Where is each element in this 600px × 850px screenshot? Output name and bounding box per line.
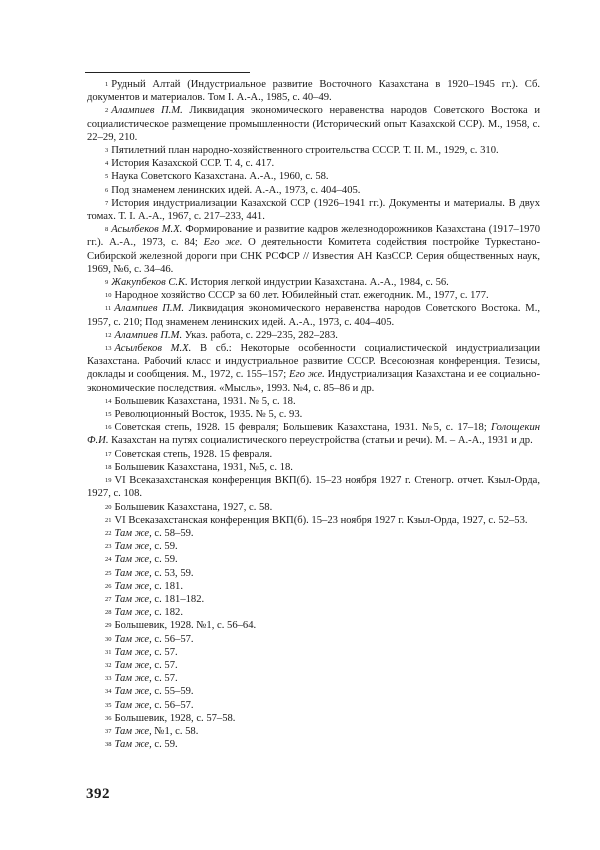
footnote-text: О деятельности Комитета содействия постройке Туркестано-Сибирской железной дороги при СНК РСФСР // Известия АН КазССР. Серия общественных наук, 1969, №6, с. 34–46. [87, 237, 540, 275]
footnote-number: 28 [105, 609, 112, 617]
footnote [87, 725, 540, 738]
footnote-text: Большевик, 1928, с. 57–58. [114, 712, 236, 724]
footnote-text: с. 59. [151, 554, 178, 566]
footnote-text-italic: Его же. [203, 237, 243, 249]
footnote-number: 10 [105, 292, 112, 300]
footnote [87, 619, 540, 632]
footnote-text: Большевик, 1928. №1, с. 56–64. [114, 620, 257, 632]
footnote [87, 633, 540, 646]
footnote-text-italic: Алампиев П.М. [111, 105, 183, 117]
footnote-text: с. 182. [151, 607, 183, 619]
footnote-number: 9 [105, 279, 109, 287]
footnote-text-italic: Асылбеков М.Х. [114, 343, 192, 355]
page-number: 392 [86, 786, 110, 802]
footnote-text: История легкой индустрии Казахстана. А.-А., 1984, с. 56. [187, 277, 449, 289]
footnote [87, 593, 540, 606]
footnote [87, 276, 540, 289]
footnote-text-italic: Там же, [114, 686, 152, 698]
footnote-text: с. 56–57. [151, 699, 194, 711]
footnote-text-italic: Алампиев П.М. [114, 329, 183, 341]
footnote-text: VI Всеказахстанская конференция ВКП(б). 15–23 ноября 1927 г. Стеногр. отчет. Кзыл-Орда, 1927, с. 108. [87, 475, 540, 500]
footnote-text: Большевик Казахстана, 1927, с. 58. [114, 501, 273, 513]
footnote [87, 448, 540, 461]
footnote-text-italic: Его же. [289, 369, 325, 381]
footnote-number: 36 [105, 714, 112, 722]
footnote [87, 567, 540, 580]
footnote [87, 342, 540, 395]
footnote-text: Ликвидация экономического неравенства народов Советского Востока. М., 1957, с. 210; Под знаменем ленинских идей. А.-А., 1973, с. 404–405. [87, 303, 541, 328]
footnote [87, 646, 540, 659]
footnote-number: 31 [105, 648, 112, 656]
footnote-text: с. 59. [151, 541, 178, 553]
footnote-number: 5 [105, 173, 109, 181]
footnote-number: 23 [105, 543, 112, 551]
footnote [87, 104, 540, 144]
footnote-text-italic: Там же, [114, 541, 152, 553]
footnote [87, 184, 540, 197]
footnote-number: 27 [105, 595, 112, 603]
footnote [87, 289, 540, 302]
footnote-number: 8 [105, 226, 109, 234]
footnote-number: 26 [105, 582, 112, 590]
footnote-text-italic: Там же, [114, 725, 152, 737]
footnote-number: 17 [105, 450, 112, 458]
footnote-text: В сб.: Некоторые особенности социалистической индустриализации Казахстана. Рабочий класс и индустриальное развитие СССР. Всесоюзная конференция. Тезисы, доклады и сообщения. М., 1972, с. 155–157; [87, 343, 540, 381]
footnote-text: Формирование и развитие кадров железнодорожников Казахстана (1917–1970 гг.). А.-А., 1973, с. 84; [87, 224, 541, 249]
footnote-text: Ликвидация экономического неравенства народов Советского Востока и социалистическое размещение промышленности (Исторический опыт Казахской ССР). М., 1958, с. 22–29, 210. [87, 105, 540, 143]
footnote-text: Рудный Алтай (Индустриальное развитие Восточного Казахстана в 1920–1945 гг.). Сб. документов и материалов. Том I. А.-А., 1985, с. 40–49. [87, 79, 540, 104]
footnote-number: 37 [105, 727, 112, 735]
footnote-text-italic: Там же, [114, 699, 152, 711]
footnote-number: 13 [105, 345, 112, 353]
footnote-text: Пятилетний план народно-хозяйственного строительства СССР. Т. II. М., 1929, с. 310. [111, 145, 499, 157]
footnote-number: 21 [105, 516, 112, 524]
footnote-number: 24 [105, 556, 112, 564]
footnote [87, 461, 540, 474]
footnote-number: 32 [105, 661, 112, 669]
footnote-text-italic: Там же, [114, 659, 152, 671]
footnote-text: Народное хозяйство СССР за 60 лет. Юбилейный стат. ежегодник. М., 1977, с. 177. [114, 290, 489, 302]
footnote-text: с. 181. [151, 580, 183, 592]
footnote-number: 33 [105, 675, 112, 683]
footnote [87, 659, 540, 672]
footnote-text: Указ. работа, с. 229–235, 282–283. [182, 329, 338, 341]
footnotes-list [87, 78, 540, 751]
footnote-number: 18 [105, 463, 112, 471]
footnote-text-italic: Там же, [114, 593, 152, 605]
footnote-number: 34 [105, 688, 112, 696]
footnote-text-italic: Там же, [114, 567, 152, 579]
footnote-text-italic: Там же, [114, 739, 152, 751]
footnote-text-italic: Там же, [114, 673, 152, 685]
footnote-number: 14 [105, 397, 112, 405]
footnote [87, 553, 540, 566]
footnote-text: Казахстан на путях социалистического переустройства (статьи и речи). М. – А.-А., 1931 и др. [108, 435, 533, 447]
footnote [87, 712, 540, 725]
footnote [87, 302, 540, 328]
footnote-text: Советская степь, 1928. 15 февраля. [114, 448, 273, 460]
footnote [87, 78, 540, 104]
footnote-text: История индустриализации Казахской ССР (1926–1941 гг.). Документы и материалы. В двух томах. Т. I. А.-А., 1967, с. 217–233, 441. [87, 197, 540, 223]
footnote-separator-rule [85, 72, 250, 73]
footnote-number: 19 [105, 477, 112, 485]
footnote [87, 157, 540, 170]
footnote-number: 35 [105, 701, 112, 709]
footnote-text-italic: Там же, [114, 554, 152, 566]
footnote [87, 685, 540, 698]
footnote-text: История Казахской ССР. Т. 4, с. 417. [111, 158, 275, 170]
footnote [87, 540, 540, 553]
footnote [87, 527, 540, 540]
footnote [87, 170, 540, 183]
footnote-text-italic: Жакупбеков С.К. [111, 277, 188, 289]
footnote [87, 421, 540, 447]
footnote [87, 514, 540, 527]
footnote [87, 699, 540, 712]
footnote-text-italic: Там же, [114, 646, 152, 658]
footnote-text: Большевик Казахстана, 1931, №5, с. 18. [114, 461, 293, 473]
footnote-text: Под знаменем ленинских идей. А.-А., 1973, с. 404–405. [111, 184, 361, 196]
footnote-text: Революционный Восток, 1935. № 5, с. 93. [114, 409, 303, 421]
footnote [87, 408, 540, 421]
footnote [87, 606, 540, 619]
footnote-number: 30 [105, 635, 112, 643]
footnote-number: 2 [105, 107, 109, 115]
footnote-number: 4 [105, 160, 109, 168]
footnote-text-italic: Асылбеков М.Х. [111, 224, 183, 236]
footnote-text-italic: Там же, [114, 580, 152, 592]
footnote-number: 12 [105, 331, 112, 339]
footnote-text: с. 57. [151, 673, 178, 685]
footnote [87, 580, 540, 593]
footnote-text: с. 57. [151, 659, 178, 671]
footnote [87, 197, 540, 223]
footnote [87, 672, 540, 685]
footnote-text: с. 56–57. [151, 633, 194, 645]
footnote-number: 16 [105, 424, 112, 432]
footnote-number: 1 [105, 81, 109, 88]
footnote-text: с. 55–59. [151, 686, 194, 698]
footnote-text: Наука Советского Казахстана. А.-А., 1960, с. 58. [111, 171, 329, 183]
footnote-text: Индустриализация Казахстана и ее социально-экономические последствия. «Мысль», 1993. №4, с. 85–86 и др. [87, 369, 540, 394]
footnote-text: с. 58–59. [151, 527, 194, 539]
footnote-text-italic: Алампиев П.М. [114, 303, 184, 315]
footnote-text: с. 57. [151, 646, 178, 658]
footnote-number: 11 [105, 305, 112, 313]
footnote-number: 20 [105, 503, 112, 511]
footnote-number: 15 [105, 411, 112, 419]
footnote-number: 38 [105, 741, 112, 749]
footnote [87, 395, 540, 408]
footnote-text: Большевик Казахстана, 1931. № 5, с. 18. [114, 395, 296, 407]
footnote-text: №1, с. 58. [151, 725, 199, 737]
footnote [87, 144, 540, 157]
footnote-text-italic: Там же, [114, 607, 152, 619]
footnote-number: 7 [105, 199, 109, 207]
footnote [87, 329, 540, 342]
footnote-number: 3 [105, 147, 109, 155]
footnote [87, 223, 540, 276]
footnote-text: Советская степь, 1928. 15 февраля; Большевик Казахстана, 1931. №5, с. 17–18; [114, 422, 491, 434]
footnote-text-italic: Там же, [114, 527, 152, 539]
footnote-number: 22 [105, 529, 112, 537]
footnote-text: с. 181–182. [151, 593, 205, 605]
footnote [87, 474, 540, 500]
footnote-text-italic: Голощекин Ф.И. [87, 422, 540, 447]
footnote [87, 738, 540, 751]
footnote [87, 501, 540, 514]
footnote-text: VI Всеказахстанская конференция ВКП(б). 15–23 ноября 1927 г. Кзыл-Орда, 1927, с. 52–53. [114, 514, 528, 526]
footnote-text: с. 59. [151, 739, 178, 751]
footnote-text-italic: Там же, [114, 633, 152, 645]
footnote-text: с. 53, 59. [151, 567, 194, 579]
footnote-number: 29 [105, 622, 112, 630]
footnote-number: 6 [105, 186, 109, 194]
footnote-number: 25 [105, 569, 112, 577]
